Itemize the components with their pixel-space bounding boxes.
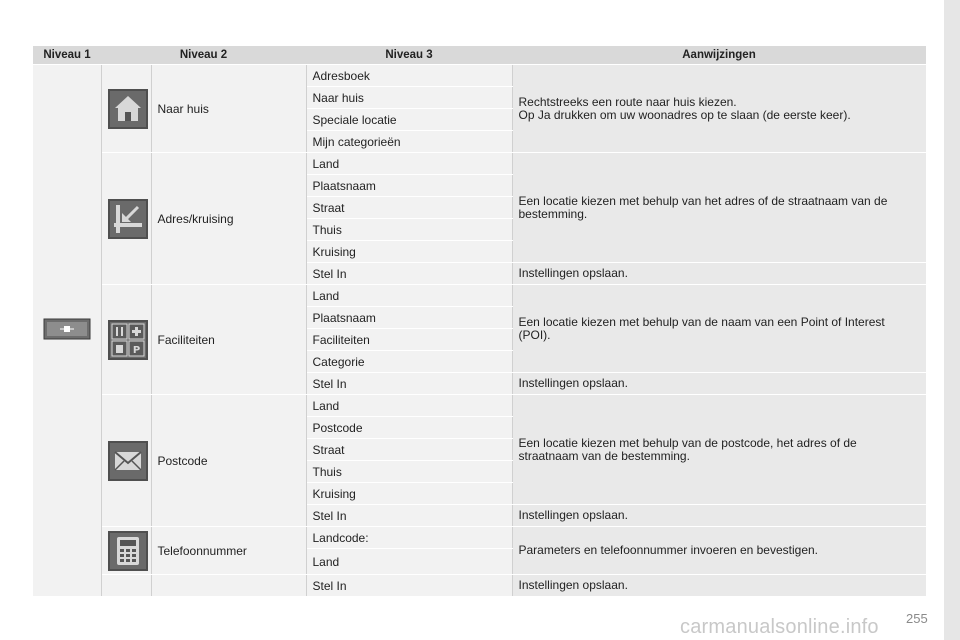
naar-huis-note: Rechtstreeks een route naar huis kiezen. Op Ja drukken om uw woonadres op te slaan (de eerste keer). <box>512 65 926 153</box>
level3-item: Thuis <box>306 219 512 241</box>
adres-note: Een locatie kiezen met behulp van het adres of de straatnaam van de bestemming. <box>512 153 926 263</box>
level3-item: Postcode <box>306 417 512 439</box>
table-row <box>33 285 926 307</box>
telefoon-note: Parameters en telefoonnummer invoeren en bevestigen. <box>512 527 926 575</box>
empty-label-cell <box>151 575 306 597</box>
postcode-label: Postcode <box>151 395 306 527</box>
level3-item: Kruising <box>306 241 512 263</box>
table-row <box>33 65 926 87</box>
table-header-row <box>33 46 926 65</box>
level3-item: Land <box>306 285 512 307</box>
telefoon-icon-cell <box>101 527 151 575</box>
stel-in-note: Instellingen opslaan. <box>512 263 926 285</box>
adres-icon-cell <box>101 153 151 285</box>
level3-item: Thuis <box>306 461 512 483</box>
level3-item: Speciale locatie <box>306 109 512 131</box>
page-number: 255 <box>906 611 928 626</box>
envelope-icon <box>108 441 148 481</box>
header-niveau-1: Niveau 1 <box>33 46 101 65</box>
navigation-menu-table <box>33 46 926 597</box>
faciliteiten-label: Faciliteiten <box>151 285 306 395</box>
header-aanwijzingen: Aanwijzingen <box>512 46 926 65</box>
table-row <box>33 527 926 549</box>
level3-item: Faciliteiten <box>306 329 512 351</box>
level3-item: Straat <box>306 439 512 461</box>
crossroads-icon <box>108 199 148 239</box>
faciliteiten-icon-cell <box>101 285 151 395</box>
level3-item: Naar huis <box>306 87 512 109</box>
stel-in-item: Stel In <box>306 373 512 395</box>
level3-item: Categorie <box>306 351 512 373</box>
level3-item: Kruising <box>306 483 512 505</box>
postcode-note: Een locatie kiezen met behulp van de postcode, het adres of de straatnaam van de bestemming. <box>512 395 926 505</box>
stel-in-item: Stel In <box>306 575 512 597</box>
header-niveau-2: Niveau 2 <box>101 46 306 65</box>
level3-item: Plaatsnaam <box>306 175 512 197</box>
level3-item: Adresboek <box>306 65 512 87</box>
stel-in-note: Instellingen opslaan. <box>512 373 926 395</box>
level3-item: Plaatsnaam <box>306 307 512 329</box>
facilities-icon <box>108 320 148 360</box>
level3-item: Land <box>306 153 512 175</box>
svg-text:P: P <box>132 344 140 356</box>
level1-cell <box>33 65 101 597</box>
page-edge-strip <box>944 0 960 640</box>
watermark: carmanualsonline.info <box>680 616 879 638</box>
naar-huis-icon-cell <box>101 65 151 153</box>
naar-huis-label: Naar huis <box>151 65 306 153</box>
header-niveau-3: Niveau 3 <box>306 46 512 65</box>
empty-icon-cell <box>101 575 151 597</box>
phone-icon <box>108 531 148 571</box>
faciliteiten-note: Een locatie kiezen met behulp van de naam van een Point of Interest (POI). <box>512 285 926 373</box>
stel-in-item: Stel In <box>306 263 512 285</box>
table-row <box>33 395 926 417</box>
table-row <box>33 153 926 175</box>
level3-item: Mijn categorieën <box>306 131 512 153</box>
navigation-menu-icon <box>43 318 91 340</box>
postcode-icon-cell <box>101 395 151 527</box>
telefoon-label: Telefoonnummer <box>151 527 306 575</box>
table-row <box>33 575 926 597</box>
level3-item: Landcode: <box>306 527 512 549</box>
level3-item: Land <box>306 395 512 417</box>
level3-item: Straat <box>306 197 512 219</box>
stel-in-note: Instellingen opslaan. <box>512 505 926 527</box>
house-icon <box>108 89 148 129</box>
stel-in-note: Instellingen opslaan. <box>512 575 926 597</box>
stel-in-item: Stel In <box>306 505 512 527</box>
level3-item: Land <box>306 549 512 575</box>
adres-label: Adres/kruising <box>151 153 306 285</box>
